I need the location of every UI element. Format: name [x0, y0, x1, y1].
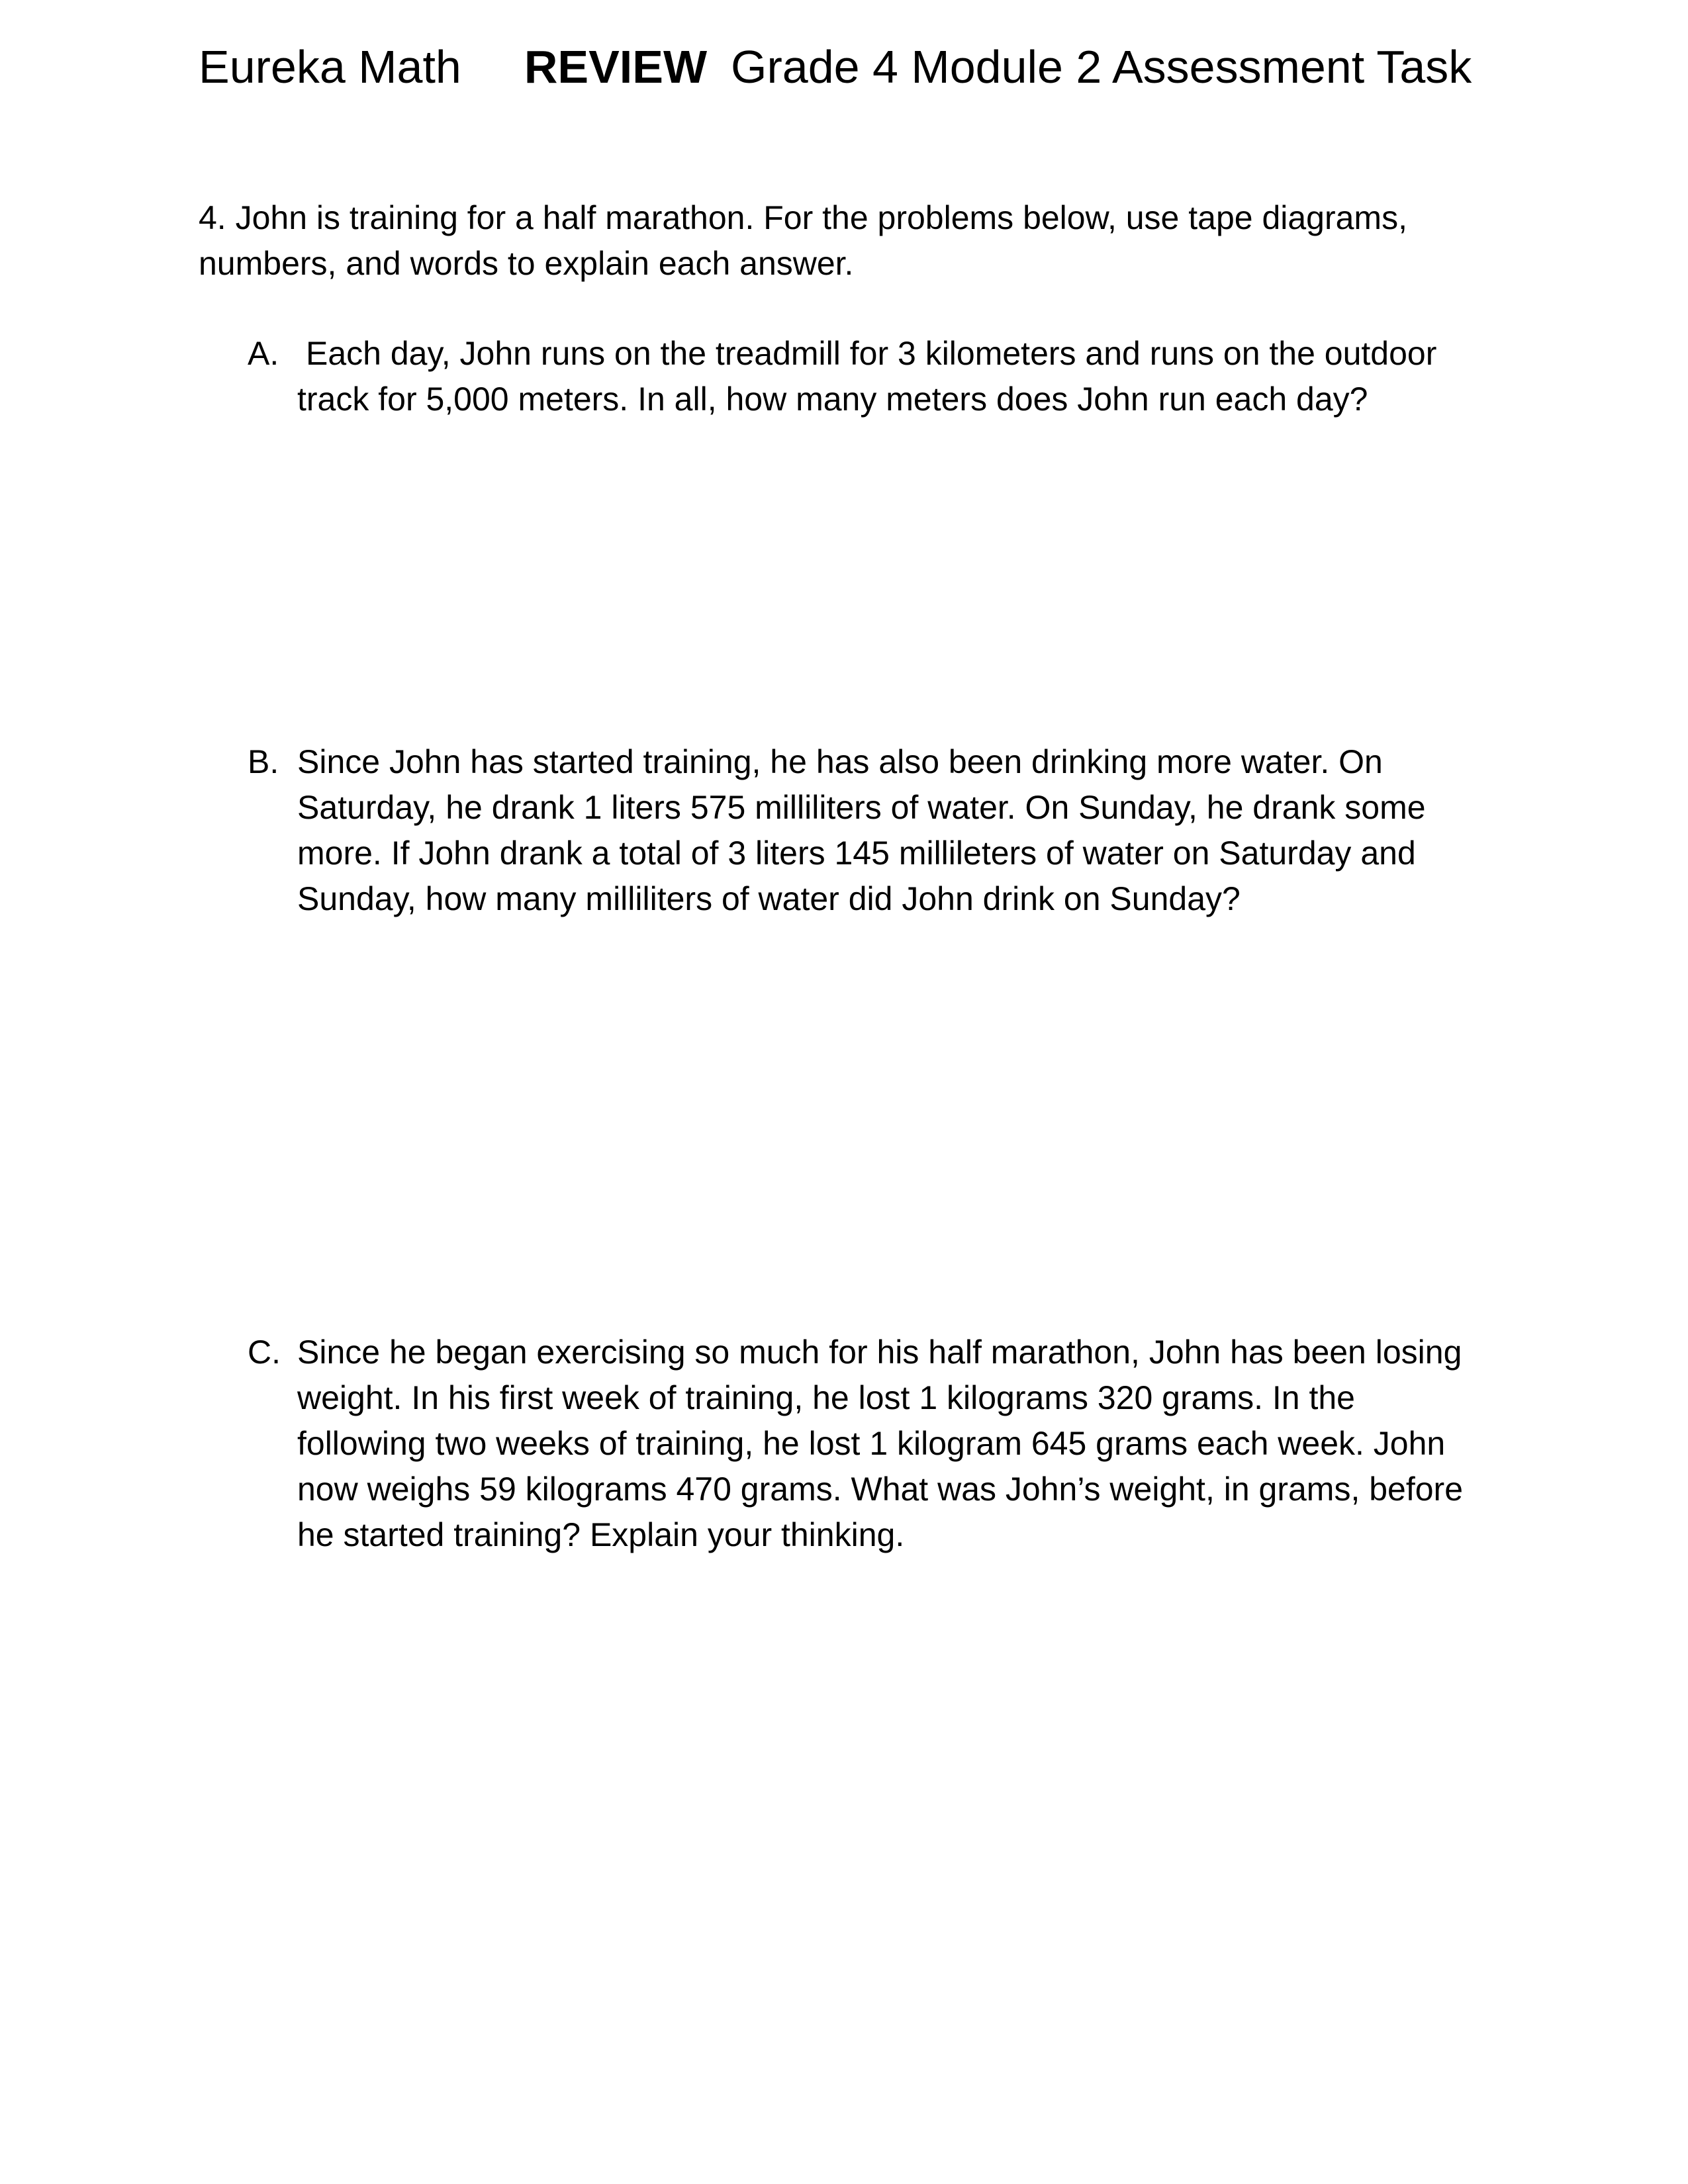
part-c-letter: C.	[248, 1334, 281, 1371]
part-b-answer-space[interactable]	[248, 933, 1492, 1317]
part-a-letter: A.	[248, 335, 279, 372]
part-b-text: Since John has started training, he has also been drinking more water. On Saturday, he drank 1 liters 575 milliliters of water. On Sunday, he drank some more. If John drank a total of 3 liters 145 millileters of water on Saturday and Sunday, how many milliliters of water did John drink on Sunday?	[297, 743, 1426, 917]
part-b	[248, 739, 1492, 922]
page-title: Grade 4 Module 2 Assessment Task	[731, 41, 1472, 93]
brand-name: Eureka Math	[199, 41, 461, 93]
part-a-answer-space[interactable]	[248, 430, 1492, 721]
part-a	[248, 331, 1492, 422]
part-c	[248, 1330, 1492, 1558]
part-c-text: Since he began exercising so much for his half marathon, John has been losing weight. In his first week of training, he lost 1 kilograms 320 grams. In the following two weeks of training, he lost 1 kilogram 645 grams each week. John now weighs 59 kilograms 470 grams. What was John’s weight, in grams, before he started training? Explain your thinking.	[297, 1334, 1464, 1553]
page-header	[199, 37, 1523, 97]
part-b-letter: B.	[248, 743, 279, 780]
question-prompt: 4. John is training for a half marathon. For the problems below, use tape diagrams, numbers, and words to explain each answer.	[199, 199, 1407, 282]
part-c-answer-space[interactable]	[248, 1569, 1492, 2098]
part-a-text: Each day, John runs on the treadmill for 3 kilometers and runs on the outdoor track for 5,000 meters. In all, how many meters does John run each day?	[297, 335, 1437, 418]
review-label: REVIEW	[524, 41, 708, 93]
